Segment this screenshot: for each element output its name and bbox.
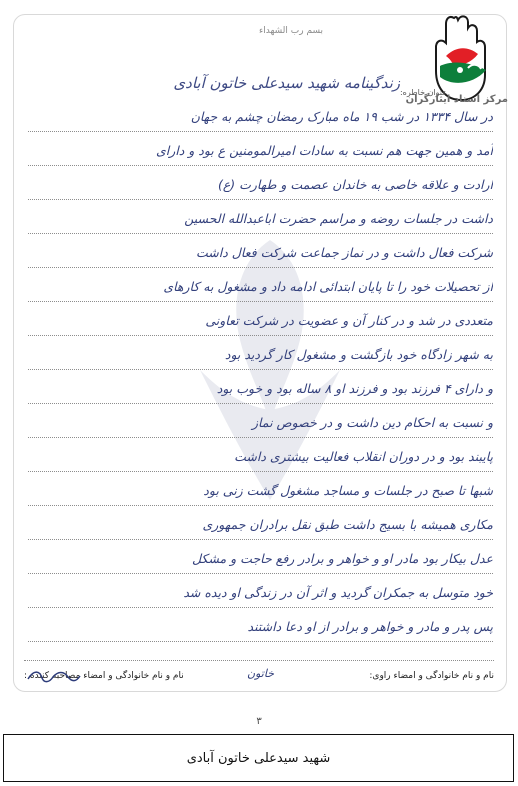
text-line — [28, 204, 493, 234]
line-text: از تحصیلات خود را تا پایان ابتدائی ادامه داد و مشغول به کارهای — [163, 279, 493, 294]
text-line — [28, 102, 493, 132]
line-text: خود متوسل به جمکران گردید و اثر آن در زندگی او دیده شد — [183, 585, 493, 600]
signature-icon — [24, 661, 84, 689]
line-text: به شهر زادگاه خود بازگشت و مشغول کار گردید بود — [224, 347, 493, 362]
line-text: شرکت فعال داشت و در نماز جماعت شرکت فعال داشت — [195, 245, 493, 260]
page-title: زندگینامه شهید سیدعلی خاتون آبادی — [173, 74, 400, 92]
narrator-signature-text: خاتون — [247, 667, 274, 680]
line-text: در سال ۱۳۳۴ در شب ۱۹ ماه مبارک رمضان چشم به جهان — [190, 109, 493, 124]
line-text: شبها تا صبح در جلسات و مساجد مشغول گشت زنی بود — [203, 483, 493, 498]
text-line — [28, 408, 493, 438]
interviewer-label: نام و نام خانوادگی و امضاء مصاحبه کننده : — [24, 671, 184, 681]
text-line — [28, 476, 493, 506]
narrator-label: نام و نام خانوادگی و امضاء راوی: — [369, 671, 494, 681]
text-line — [28, 374, 493, 404]
line-text: عدل بیکار بود مادر او و خواهر و برادر رفع حاجت و مشکل — [191, 551, 493, 566]
text-line — [28, 340, 493, 370]
line-text: پس پدر و مادر و خواهر و برادر از او دعا داشتند — [247, 619, 493, 634]
line-text: و دارای ۴ فرزند بود و فرزند او ۸ ساله بود و خوب بود — [216, 381, 493, 396]
text-line — [28, 578, 493, 608]
text-line — [28, 238, 493, 268]
line-text: و نسبت به احکام دین داشت و در خصوص نماز — [252, 415, 493, 430]
signature-row — [24, 660, 494, 689]
text-line — [28, 306, 493, 336]
page-number: ۳ — [256, 716, 262, 727]
text-line — [28, 510, 493, 540]
organization-logo — [396, 8, 514, 112]
text-line — [28, 136, 493, 166]
line-text: متعددی در شد و در کنار آن و عضویت در شرکت تعاونی — [205, 313, 493, 328]
caption-box: شهید سیدعلی خاتون آبادی — [3, 734, 514, 782]
line-text: مکاری همیشه با بسیج داشت طبق نقل برادران جمهوری — [202, 517, 493, 532]
text-line — [28, 170, 493, 200]
text-line — [28, 612, 493, 642]
logo-subtitle: عنوان خاطره: — [399, 88, 447, 97]
line-text: ارادت و علاقه خاصی به خاندان عصمت و طهارت (ع) — [217, 177, 493, 192]
text-line — [28, 272, 493, 302]
logo-text: مرکز اسناد ایثارگران — [405, 94, 508, 105]
line-text: پایبند بود و در دوران انقلاب فعالیت بیشتری داشت — [234, 449, 493, 464]
header-note: بسم رب الشهداء — [259, 26, 323, 36]
line-text: آمد و همین جهت هم نسبت به سادات امیرالمومنین ع بود و دارای — [155, 143, 493, 158]
text-line — [28, 544, 493, 574]
line-text: داشت در جلسات روضه و مراسم حضرت اباعبدالله الحسین — [184, 211, 493, 226]
text-line — [28, 442, 493, 472]
